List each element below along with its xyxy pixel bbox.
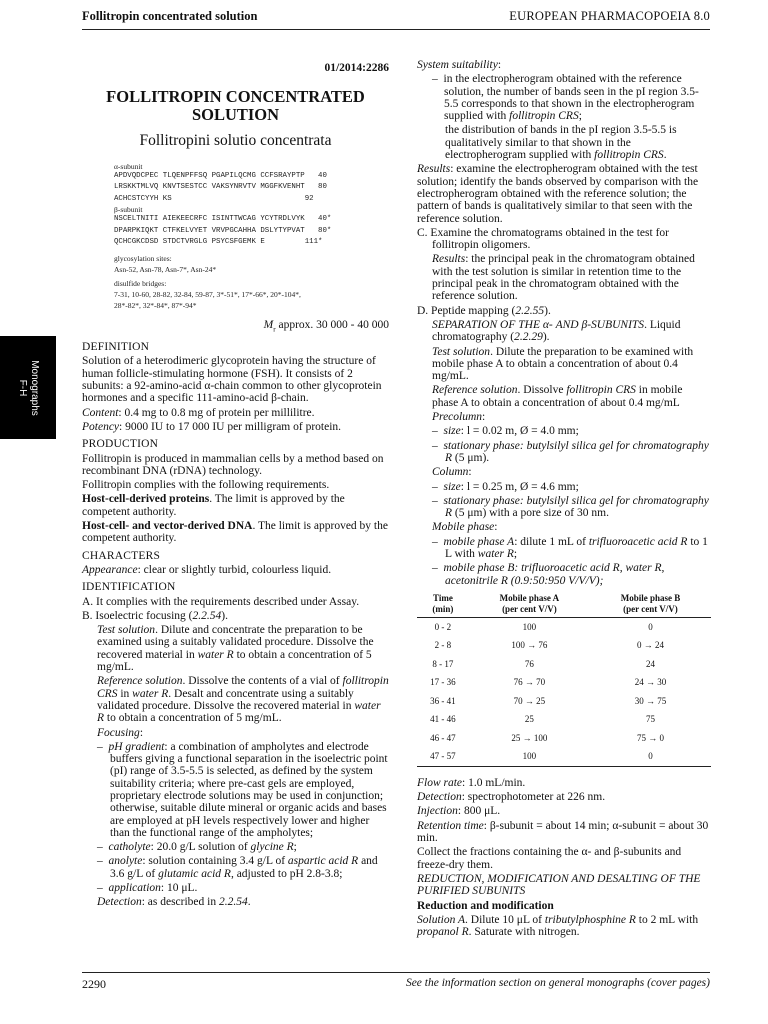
- host-cell-proteins: Host-cell-derived proteins. The limit is approved by the competent authority.: [82, 493, 345, 518]
- beta-subunit-label: β-subunit: [114, 205, 143, 215]
- title-line-1: FOLLITROPIN CONCENTRATED: [106, 87, 365, 107]
- side-tab-label: Monographs: [29, 359, 40, 416]
- identification-a: A. It complies with the requirements described under Assay.: [82, 595, 360, 608]
- section-side-tab: [0, 336, 56, 439]
- results-paragraph: Results: examine the electropherogram obtained with the test solution; identify the bands observed by comparison with the electropherogram obtained with the reference solution; the pattern of bands is qualitatively similar to that seen with the reference solution.: [417, 163, 699, 225]
- production-requirements: Follitropin complies with the following requirements.: [82, 479, 330, 492]
- cell-time: 46 - 47: [430, 732, 456, 743]
- cell-time: 2 - 8: [434, 640, 452, 651]
- cell-a: 25: [524, 714, 534, 725]
- precolumn-stationary-phase: – stationary phase: butylsilyl silica gel for chromatography R (5 μm).: [432, 439, 709, 464]
- monograph-reference: 01/2014:2286: [324, 62, 389, 74]
- cell-a: 70 → 25: [513, 695, 546, 706]
- glycosylation-label: glycosylation sites:: [114, 253, 172, 263]
- detection: Detection: spectrophotometer at 226 nm.: [417, 791, 606, 804]
- mobile-phase-a: – mobile phase A: dilute 1 mL of trifluoroacetic acid R to 1 L with water R;: [432, 535, 708, 560]
- reduction-modification-heading: Reduction and modification: [417, 899, 554, 912]
- footer-rule: [82, 972, 710, 973]
- disulfide-label: disulfide bridges:: [114, 278, 167, 288]
- identification-d: D. Peptide mapping (2.2.55).: [417, 304, 551, 317]
- table-row: [417, 617, 711, 636]
- table-row: [417, 710, 711, 729]
- cell-b: 0: [648, 621, 653, 632]
- table-row: [417, 729, 711, 748]
- reference-solution-paragraph: Reference solution. Dissolve the contents of a vial of follitropin CRS in water R. Desalt and concentrate using a suitably validated procedure. Dissolve the recovered material in water R to obtain a concentration of 5 mg/mL.: [97, 675, 389, 725]
- detection-paragraph: Detection: as described in 2.2.54.: [97, 896, 251, 909]
- content-spec: Content: 0.4 mg to 0.8 mg of protein per millilitre.: [82, 406, 315, 419]
- host-cell-dna: Host-cell- and vector-derived DNA. The limit is approved by the competent authority.: [82, 520, 388, 545]
- page-number: 2290: [82, 977, 106, 991]
- ph-gradient-item: – pH gradient: a combination of ampholytes and electrode buffers giving a functional separation in the isoelectric point (pI) range of 3.5-5.5 is selected, as defined by the system suitability criteria; where pre-cast gels are employed, proprietary electrode solutions may be used in conjunction; otherwise, suitable dilute mineral or organic acids and bases are employed at pH levels respectively lower and higher than the functional range of the ampholytes;: [97, 740, 388, 839]
- reduction-heading: REDUCTION, MODIFICATION AND DESALTING OF THE PURIFIED SUBUNITS: [417, 872, 701, 898]
- system-suitability-label: System suitability:: [417, 59, 502, 71]
- test-solution-paragraph: Test solution. Dilute and concentrate the preparation to be examined using a suitably validated procedure. Dissolve the recovered material in water R to obtain a concentration of 5 mg/mL.: [97, 624, 374, 674]
- alpha-subunit-label: α-subunit: [114, 161, 143, 171]
- mobile-phase-label: Mobile phase:: [432, 521, 498, 534]
- header-rule: [82, 29, 710, 30]
- column-label: Column:: [432, 466, 472, 479]
- cell-a: 100 → 76: [511, 640, 548, 651]
- identification-heading: IDENTIFICATION: [82, 581, 176, 594]
- beta-seq-line: QCHCGKCDSD STDCTVRGLG PSYCSFGEMK E 111*: [114, 238, 323, 247]
- column-size: – size: l = 0.25 m, Ø = 4.6 mm;: [432, 480, 579, 493]
- cell-b: 24 → 30: [634, 677, 667, 688]
- cell-b: 75 → 0: [636, 732, 664, 743]
- table-row: [417, 636, 711, 655]
- injection: Injection: 800 μL.: [417, 805, 501, 818]
- cell-a: 25 → 100: [511, 732, 548, 743]
- cell-time: 47 - 57: [417, 747, 469, 766]
- relative-molecular-mass: $M_r$ approx. 30 000 - 40 000: [263, 318, 389, 333]
- table-row: [417, 747, 711, 766]
- cell-b: 24: [645, 658, 655, 669]
- alpha-seq-line: APDVQDCPEC TLQENPFFSQ PGAPILQCMG CCFSRAYPTP 40: [114, 171, 327, 180]
- identification-c: C. Examine the chromatograms obtained in the test for follitropin oligomers.: [417, 226, 669, 252]
- disulfide-bridges-1: 7-31, 10-60, 28-82, 32-84, 59-87, 3*-51*, 17*-66*, 20*-104*,: [114, 289, 301, 299]
- latin-title: Follitropini solutio concentrata: [139, 132, 332, 150]
- c-results-paragraph: Results: the principal peak in the chromatogram obtained with the test solution is similar in retention time to the principal peak in the chromatogram obtained with the reference solution.: [432, 253, 695, 303]
- alpha-seq-line: LRSKKTMLVQ KNVTSESTCC VAKSYNRVTV MGGFKVENHT 80: [114, 183, 327, 192]
- precolumn-size: – size: l = 0.02 m, Ø = 4.0 mm;: [432, 425, 579, 438]
- cell-b: 75: [645, 714, 655, 725]
- appearance-spec: Appearance: clear or slightly turbid, colourless liquid.: [82, 563, 332, 576]
- running-header-publication: EUROPEAN PHARMACOPOEIA 8.0: [509, 9, 710, 23]
- system-suitability-item-2: the distribution of bands in the pI region 3.5-5.5 is qualitatively similar to that shown in the electropherogram supplied with follitropin CRS.: [445, 124, 677, 162]
- gradient-table: [417, 593, 711, 767]
- header-time: Time (min): [417, 593, 469, 618]
- solution-a: Solution A. Dilute 10 μL of tributylphosphine R to 2 mL with propanol R. Saturate with nitrogen.: [417, 913, 699, 939]
- definition-heading: DEFINITION: [82, 341, 150, 354]
- test-solution-paragraph: Test solution. Dilute the preparation to be examined with mobile phase A to obtain a concentration of about 0.4 mg/mL.: [432, 345, 694, 383]
- separation-heading: SEPARATION OF THE α- AND β-SUBUNITS. Liquid chromatography (2.2.29).: [432, 318, 681, 344]
- cell-a: 100: [469, 747, 590, 766]
- cell-time: 36 - 41: [430, 695, 456, 706]
- glycosylation-sites: Asn-52, Asn-78, Asn-7*, Asn-24*: [114, 264, 217, 274]
- cell-a: 100: [522, 621, 537, 632]
- alpha-seq-line: ACHCSTCYYH KS 92: [114, 194, 314, 203]
- beta-seq-line: DPARPKIQKT CTFKELVYET VRVPGCAHHA DSLYTYPVAT 80*: [114, 226, 332, 235]
- cell-time: 41 - 46: [430, 714, 456, 725]
- production-text: Follitropin is produced in mammalian cells by a method based on recombinant DNA (rDNA) technology.: [82, 452, 384, 477]
- collect-fractions: Collect the fractions containing the α- and β-subunits and freeze-dry them.: [417, 846, 682, 871]
- cell-time: 8 - 17: [432, 658, 454, 669]
- application-item: – application: 10 μL.: [97, 882, 198, 895]
- side-tab-range: F-H: [17, 379, 28, 396]
- precolumn-label: Precolumn:: [432, 411, 486, 424]
- identification-b: B. Isoelectric focusing (2.2.54).: [82, 609, 228, 622]
- cell-b: 0 → 24: [636, 640, 664, 651]
- monograph-title: [82, 88, 389, 123]
- left-column: [82, 58, 389, 911]
- header-mobile-a: Mobile phase A (per cent V/V): [469, 593, 590, 618]
- right-column: [417, 59, 711, 940]
- cell-a: 76: [524, 658, 534, 669]
- running-header-title: Follitropin concentrated solution: [82, 9, 258, 23]
- flow-rate: Flow rate: 1.0 mL/min.: [417, 776, 526, 789]
- table-row: [417, 673, 711, 692]
- table-header-row: [417, 593, 711, 618]
- focusing-label: Focusing:: [97, 726, 144, 739]
- disulfide-bridges-2: 28*-82*, 32*-84*, 87*-94*: [114, 300, 197, 310]
- potency-spec: Potency: 9000 IU to 17 000 IU per milligram of protein.: [82, 420, 342, 433]
- retention-time: Retention time: β-subunit = about 14 min; α-subunit = about 30 min.: [417, 819, 709, 845]
- reference-solution-paragraph: Reference solution. Dissolve follitropin CRS in mobile phase A to obtain a concentration of about 0.4 mg/mL: [432, 384, 683, 409]
- system-suitability-item: – in the electropherogram obtained with the reference solution, the number of bands seen in the pI region 3.5-5.5 corresponds to that shown in the electropherogram supplied with follitropin CRS;: [432, 73, 699, 123]
- catholyte-item: – catholyte: 20.0 g/L solution of glycine R;: [97, 841, 297, 854]
- cell-time: 17 - 36: [430, 677, 456, 688]
- production-heading: PRODUCTION: [82, 438, 159, 451]
- cell-a: 76 → 70: [513, 677, 546, 688]
- anolyte-item: – anolyte: solution containing 3.4 g/L of aspartic acid R and 3.6 g/L of glutamic acid R, adjusted to pH 2.8-3.8;: [97, 855, 378, 880]
- table-row: [417, 692, 711, 711]
- characters-heading: CHARACTERS: [82, 549, 161, 562]
- cell-time: 0 - 2: [434, 621, 452, 632]
- footer-note: See the information section on general monographs (cover pages): [405, 977, 710, 989]
- beta-seq-line: NSCELTNITI AIEKEECRFC ISINTTWCAG YCYTRDLVYK 40*: [114, 215, 332, 224]
- header-mobile-b: Mobile phase B (per cent V/V): [590, 593, 711, 618]
- cell-b: 30 → 75: [634, 695, 667, 706]
- cell-b: 0: [590, 747, 711, 766]
- definition-text: Solution of a heterodimeric glycoprotein having the structure of human follicle-stimulating hormone (FSH). It consists of 2 subunits: a 92-amino-acid α-chain common to other glycoprotein hormones and a specific 111-amino-acid β-chain.: [82, 355, 382, 405]
- title-line-2: SOLUTION: [191, 104, 280, 124]
- column-stationary-phase: – stationary phase: butylsilyl silica gel for chromatography R (5 μm) with a pore size of 30 nm.: [432, 494, 709, 520]
- mobile-phase-b: – mobile phase B: trifluoroacetic acid R, water R, acetonitrile R (0.9:50:950 V/V/V);: [432, 562, 665, 587]
- table-row: [417, 655, 711, 674]
